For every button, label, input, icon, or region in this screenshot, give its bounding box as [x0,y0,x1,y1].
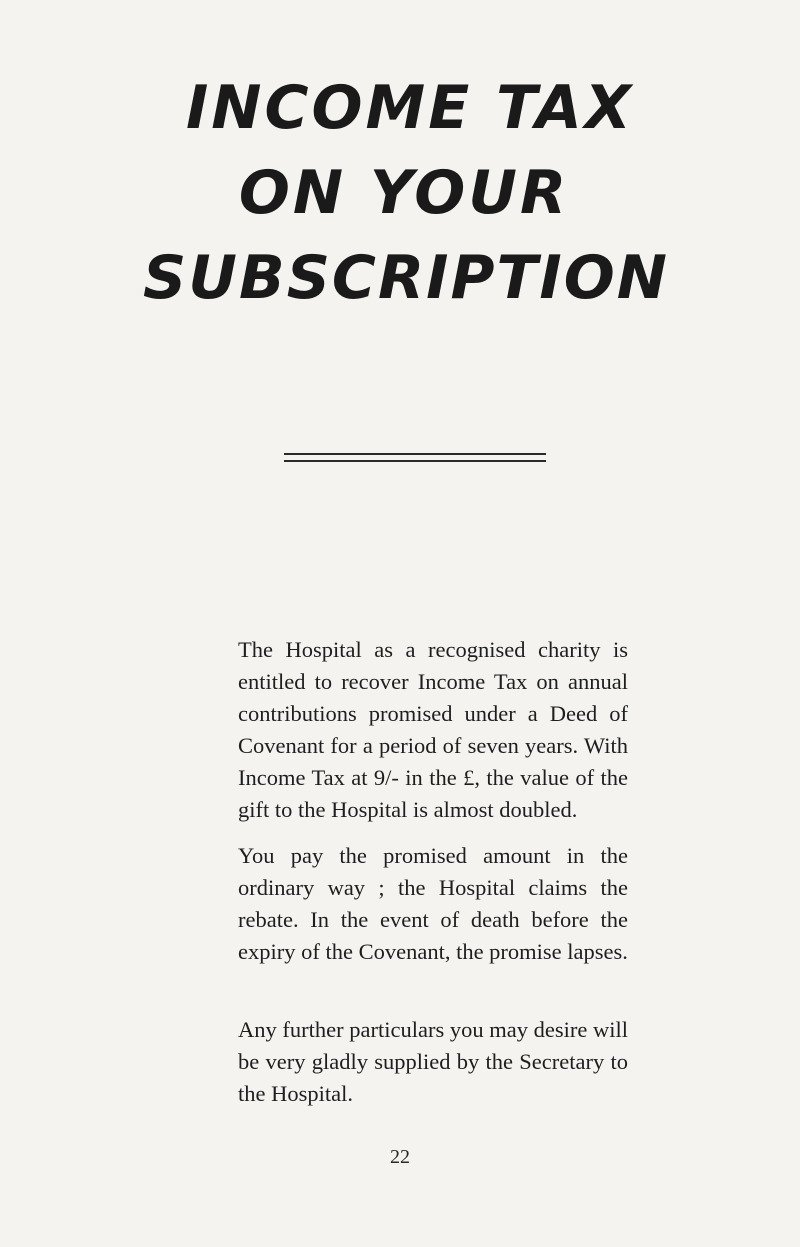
title-line-3: SUBSCRIPTION [143,243,669,313]
paragraph-income-tax: The Hospital as a recognised charity is entitled to recover Income Tax on annual contributions promised under a Deed of Covenant for a period of seven years. With Income Tax at 9/- in the £, the value of the gift to the Hospital is almost doubled. [238,636,628,822]
double-rule-bottom [284,460,546,462]
paragraph-payment: You pay the promised amount in the ordinary way ; the Hospital claims the rebate. In the event of death before the expiry of the Covenant, the promise lapses. [238,842,628,964]
paragraph-particulars: Any further particulars you may desire will be very gladly supplied by the Secretary to the Hospital. [238,1016,628,1106]
page-number: 22 [390,1146,410,1168]
double-rule-top [284,453,546,455]
title-line-1: INCOME TAX [185,73,635,143]
title-line-2: ON YOUR [238,158,570,228]
